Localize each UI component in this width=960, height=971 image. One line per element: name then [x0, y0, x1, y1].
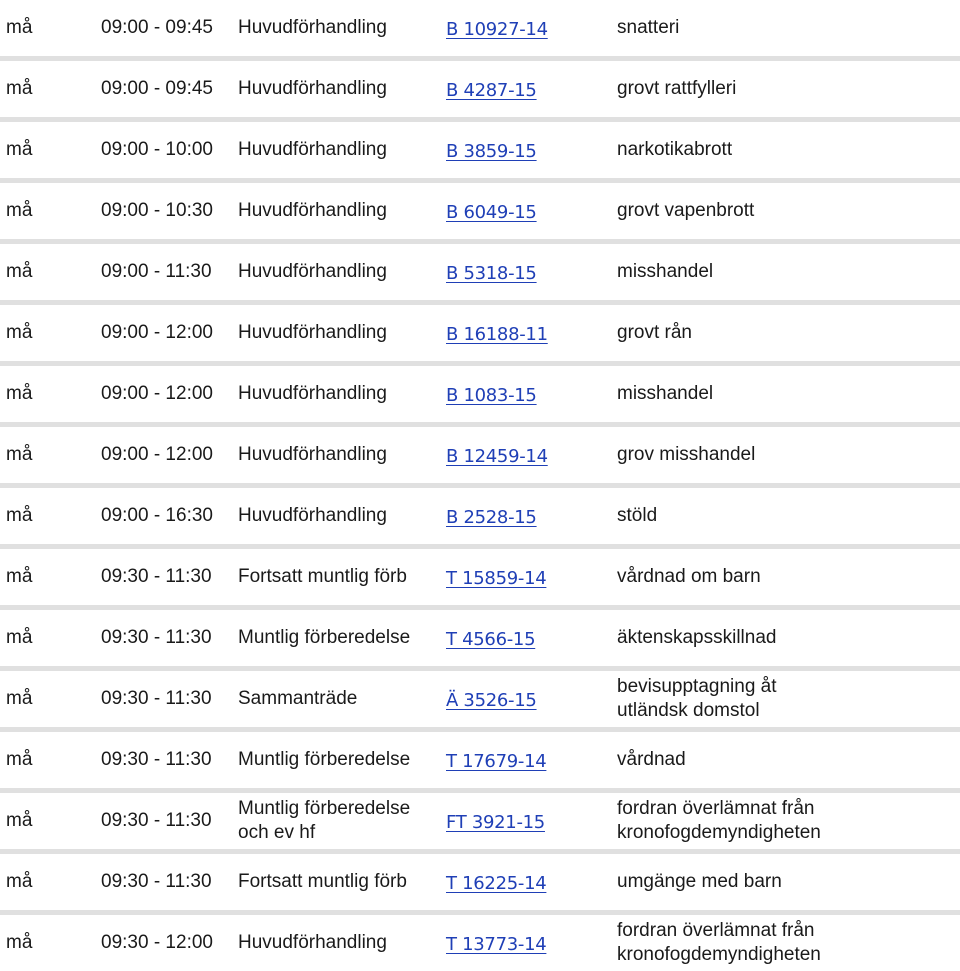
day-text: må — [6, 200, 33, 221]
case-description-cell — [617, 366, 957, 422]
schedule-row — [0, 427, 960, 488]
case-description-text: vårdnad om barn — [617, 566, 761, 587]
hearing-type-cell — [238, 0, 438, 56]
hearing-type-text: Sammanträde — [238, 688, 358, 709]
case-number-link[interactable]: B 12459-14 — [446, 446, 548, 467]
case-description-cell — [617, 0, 957, 56]
case-description-line: fordran överlämnat från — [617, 798, 815, 819]
hearing-type-line: och ev hf — [238, 822, 316, 843]
time-cell — [101, 61, 231, 117]
day-cell — [6, 183, 86, 239]
schedule-row — [0, 793, 960, 854]
case-description-text: äktenskapsskillnad — [617, 627, 777, 648]
day-text: må — [6, 810, 33, 831]
case-number-cell — [446, 183, 606, 239]
day-cell — [6, 0, 86, 56]
time-text: 09:00 - 11:30 — [101, 261, 212, 282]
hearing-type-line: Muntlig förberedelse — [238, 798, 411, 819]
day-text: må — [6, 139, 33, 160]
schedule-row — [0, 0, 960, 61]
schedule-row — [0, 549, 960, 610]
case-description-cell — [617, 488, 957, 544]
day-text: må — [6, 78, 33, 99]
hearing-type-text: Fortsatt muntlig förb — [238, 871, 407, 892]
day-cell — [6, 854, 86, 910]
day-text: må — [6, 383, 33, 404]
time-text: 09:00 - 12:00 — [101, 383, 213, 404]
case-description-cell — [617, 244, 957, 300]
hearing-type-text: Huvudförhandling — [238, 139, 387, 160]
case-description-text: grov misshandel — [617, 444, 756, 465]
case-number-cell — [446, 610, 606, 666]
case-description-text: misshandel — [617, 261, 714, 282]
time-cell — [101, 793, 231, 849]
schedule-row — [0, 671, 960, 732]
time-cell — [101, 915, 231, 971]
hearing-type-cell — [238, 244, 438, 300]
case-description-text: umgänge med barn — [617, 871, 782, 892]
hearing-type-text — [238, 797, 410, 845]
hearing-type-text: Huvudförhandling — [238, 505, 387, 526]
hearing-type-cell — [238, 427, 438, 483]
hearing-type-cell — [238, 61, 438, 117]
day-cell — [6, 366, 86, 422]
day-cell — [6, 671, 86, 727]
case-number-cell — [446, 0, 606, 56]
hearing-type-cell — [238, 793, 438, 849]
day-cell — [6, 549, 86, 605]
day-text: må — [6, 932, 33, 953]
day-cell — [6, 427, 86, 483]
hearing-type-cell — [238, 366, 438, 422]
case-number-link[interactable]: B 4287-15 — [446, 80, 537, 101]
day-text: må — [6, 322, 33, 343]
time-text: 09:00 - 10:30 — [101, 200, 213, 221]
case-description-cell — [617, 61, 957, 117]
day-cell — [6, 610, 86, 666]
case-number-cell — [446, 488, 606, 544]
day-text: må — [6, 566, 33, 587]
hearing-type-text: Huvudförhandling — [238, 200, 387, 221]
time-cell — [101, 671, 231, 727]
time-text: 09:00 - 12:00 — [101, 444, 213, 465]
hearing-type-cell — [238, 610, 438, 666]
case-number-cell — [446, 122, 606, 178]
day-text: må — [6, 627, 33, 648]
case-description-text: stöld — [617, 505, 658, 526]
schedule-row — [0, 305, 960, 366]
time-text: 09:30 - 11:30 — [101, 627, 212, 648]
schedule-row — [0, 915, 960, 971]
case-description-cell — [617, 549, 957, 605]
case-description-text — [617, 797, 821, 845]
hearing-type-cell — [238, 305, 438, 361]
case-description-text: vårdnad — [617, 749, 686, 770]
case-number-cell — [446, 366, 606, 422]
case-description-cell — [617, 793, 957, 849]
time-text: 09:00 - 12:00 — [101, 322, 213, 343]
case-number-cell — [446, 305, 606, 361]
day-cell — [6, 915, 86, 971]
case-description-cell — [617, 854, 957, 910]
schedule-row — [0, 183, 960, 244]
case-description-cell — [617, 122, 957, 178]
day-cell — [6, 244, 86, 300]
day-text: må — [6, 871, 33, 892]
case-number-link[interactable]: Ä 3526-15 — [446, 690, 537, 711]
case-number-cell — [446, 671, 606, 727]
time-text: 09:00 - 09:45 — [101, 17, 213, 38]
day-text: må — [6, 261, 33, 282]
day-text: må — [6, 749, 33, 770]
case-description-line: kronofogdemyndigheten — [617, 822, 821, 843]
hearing-type-cell — [238, 549, 438, 605]
time-cell — [101, 183, 231, 239]
case-number-cell — [446, 915, 606, 971]
case-number-link[interactable]: T 13773-14 — [446, 934, 547, 955]
hearing-type-text: Huvudförhandling — [238, 932, 387, 953]
time-cell — [101, 0, 231, 56]
case-number-cell — [446, 61, 606, 117]
day-cell — [6, 122, 86, 178]
day-text: må — [6, 688, 33, 709]
case-number-link[interactable]: B 2528-15 — [446, 507, 537, 528]
hearing-type-text: Huvudförhandling — [238, 383, 387, 404]
time-cell — [101, 244, 231, 300]
time-text: 09:30 - 11:30 — [101, 688, 212, 709]
schedule-row — [0, 854, 960, 915]
case-number-cell — [446, 549, 606, 605]
hearing-type-cell — [238, 183, 438, 239]
hearing-type-cell — [238, 122, 438, 178]
day-text: må — [6, 505, 33, 526]
case-number-cell — [446, 244, 606, 300]
time-text: 09:30 - 12:00 — [101, 932, 213, 953]
time-text: 09:00 - 16:30 — [101, 505, 213, 526]
day-cell — [6, 793, 86, 849]
time-text: 09:30 - 11:30 — [101, 871, 212, 892]
time-cell — [101, 122, 231, 178]
case-number-link[interactable]: B 10927-14 — [446, 19, 548, 40]
hearing-type-text: Huvudförhandling — [238, 78, 387, 99]
schedule-row — [0, 244, 960, 305]
case-description-cell — [617, 671, 957, 727]
hearing-type-cell — [238, 915, 438, 971]
hearing-type-text: Huvudförhandling — [238, 322, 387, 343]
hearing-type-cell — [238, 732, 438, 788]
time-text: 09:30 - 11:30 — [101, 566, 212, 587]
time-cell — [101, 854, 231, 910]
day-text: må — [6, 17, 33, 38]
case-description-cell — [617, 732, 957, 788]
schedule-row — [0, 610, 960, 671]
case-description-text: snatteri — [617, 17, 680, 38]
case-number-link[interactable]: B 16188-11 — [446, 324, 548, 345]
time-text: 09:00 - 10:00 — [101, 139, 213, 160]
case-description-text — [617, 675, 777, 723]
case-description-line: fordran överlämnat från — [617, 920, 815, 941]
time-cell — [101, 427, 231, 483]
hearing-type-text: Huvudförhandling — [238, 261, 387, 282]
hearing-type-text: Huvudförhandling — [238, 444, 387, 465]
case-number-link[interactable]: T 15859-14 — [446, 568, 547, 589]
time-cell — [101, 610, 231, 666]
hearing-type-cell — [238, 671, 438, 727]
time-cell — [101, 305, 231, 361]
day-cell — [6, 61, 86, 117]
hearing-type-cell — [238, 854, 438, 910]
case-description-text: grovt vapenbrott — [617, 200, 755, 221]
hearing-type-text: Huvudförhandling — [238, 17, 387, 38]
day-cell — [6, 488, 86, 544]
case-description-cell — [617, 183, 957, 239]
schedule-row — [0, 488, 960, 549]
case-description-cell — [617, 427, 957, 483]
day-cell — [6, 732, 86, 788]
hearing-type-text: Muntlig förberedelse — [238, 749, 411, 770]
schedule-row — [0, 366, 960, 427]
case-number-link[interactable]: T 4566-15 — [446, 629, 536, 650]
schedule-row — [0, 122, 960, 183]
case-description-text: misshandel — [617, 383, 714, 404]
case-description-cell — [617, 915, 957, 971]
case-number-link[interactable]: T 17679-14 — [446, 751, 547, 772]
schedule-row — [0, 732, 960, 793]
day-cell — [6, 305, 86, 361]
case-number-link[interactable]: T 16225-14 — [446, 873, 547, 894]
case-number-link[interactable]: B 5318-15 — [446, 263, 537, 284]
hearing-type-cell — [238, 488, 438, 544]
time-cell — [101, 732, 231, 788]
case-description-line: utländsk domstol — [617, 700, 760, 721]
case-description-line: bevisupptagning åt — [617, 676, 777, 697]
case-description-text: narkotikabrott — [617, 139, 733, 160]
case-number-link[interactable]: FT 3921-15 — [446, 812, 545, 833]
case-description-line: kronofogdemyndigheten — [617, 944, 821, 965]
case-number-cell — [446, 427, 606, 483]
case-number-cell — [446, 854, 606, 910]
time-cell — [101, 488, 231, 544]
case-number-cell — [446, 793, 606, 849]
case-description-cell — [617, 610, 957, 666]
time-text: 09:30 - 11:30 — [101, 749, 212, 770]
schedule-row — [0, 61, 960, 122]
time-text: 09:30 - 11:30 — [101, 810, 212, 831]
case-description-text: grovt rån — [617, 322, 692, 343]
hearing-type-text: Muntlig förberedelse — [238, 627, 411, 648]
time-cell — [101, 366, 231, 422]
time-text: 09:00 - 09:45 — [101, 78, 213, 99]
case-number-link[interactable]: B 1083-15 — [446, 385, 537, 406]
case-description-cell — [617, 305, 957, 361]
case-number-link[interactable]: B 3859-15 — [446, 141, 537, 162]
case-description-text: grovt rattfylleri — [617, 78, 737, 99]
case-description-text — [617, 919, 821, 967]
day-text: må — [6, 444, 33, 465]
case-number-link[interactable]: B 6049-15 — [446, 202, 537, 223]
time-cell — [101, 549, 231, 605]
hearing-type-text: Fortsatt muntlig förb — [238, 566, 407, 587]
case-number-cell — [446, 732, 606, 788]
